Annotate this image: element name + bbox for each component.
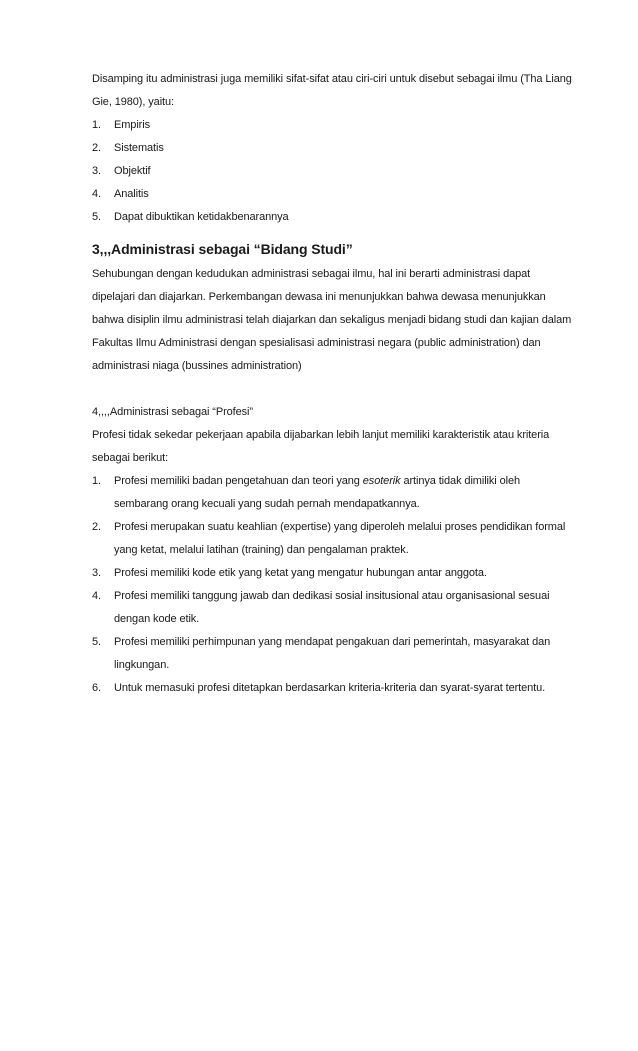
list-item	[92, 677, 572, 700]
list-item-text: Profesi memiliki kode etik yang ketat yang mengatur hubungan antar anggota.	[114, 567, 487, 579]
list-item-number: 4.	[92, 590, 101, 602]
section-4-heading: 4,,,,Administrasi sebagai “Profesi”	[92, 406, 253, 418]
list-item-number: 2.	[92, 521, 101, 533]
list-item	[92, 631, 572, 677]
emphasis-esoterik: esoterik	[362, 475, 401, 487]
list-item	[92, 470, 572, 516]
list-item	[92, 206, 572, 229]
list-item	[92, 183, 572, 206]
list-item	[92, 114, 572, 137]
list-item	[92, 562, 572, 585]
list-item-number: 4.	[92, 188, 101, 200]
list-item-number: 6.	[92, 682, 101, 694]
list-item-number: 3.	[92, 165, 101, 177]
list-item-text-before: Profesi memiliki badan pengetahuan dan teori yang	[114, 475, 363, 487]
list-item-text: Objektif	[114, 165, 151, 177]
profesi-criteria-list	[92, 470, 572, 700]
list-item-text: Dapat dibuktikan ketidakbenarannya	[114, 211, 289, 223]
list-item-number: 2.	[92, 142, 101, 154]
list-item	[92, 160, 572, 183]
intro-paragraph: Disamping itu administrasi juga memiliki sifat-sifat atau ciri-ciri untuk disebut sebagai ilmu (Tha Liang Gie, 1980), yaitu:	[92, 73, 572, 108]
list-item-number: 5.	[92, 636, 101, 648]
list-item-text: Sistematis	[114, 142, 164, 154]
section-3-heading: 3,,,Administrasi sebagai “Bidang Studi”	[92, 241, 353, 257]
document-page	[92, 68, 572, 700]
list-item-text: Profesi merupakan suatu keahlian (expertise) yang diperoleh melalui proses pendidikan formal yang ketat, melalui latihan (training) dan pengalaman praktek.	[114, 521, 566, 556]
list-item-text: Analitis	[114, 188, 149, 200]
list-item-text: Empiris	[114, 119, 150, 131]
list-item-text: Untuk memasuki profesi ditetapkan berdasarkan kriteria-kriteria dan syarat-syarat tertentu.	[114, 682, 546, 694]
list-item	[92, 516, 572, 562]
list-item-text: Profesi memiliki tanggung jawab dan dedikasi sosial insitusional atau organisasional sesuai dengan kode etik.	[114, 590, 550, 625]
list-item-number: 5.	[92, 211, 101, 223]
list-item-number: 3.	[92, 567, 101, 579]
list-item	[92, 137, 572, 160]
list-item-text: Profesi memiliki perhimpunan yang mendapat pengakuan dari pemerintah, masyarakat dan lingkungan.	[114, 636, 551, 671]
list-item-text-after: artinya tidak dimiliki oleh sembarang orang kecuali yang sudah pernah mendapatkannya.	[114, 475, 520, 510]
section-4-intro: Profesi tidak sekedar pekerjaan apabila dijabarkan lebih lanjut memiliki karakteristik atau kriteria sebagai berikut:	[92, 429, 550, 464]
list-item	[92, 585, 572, 631]
list-item-number: 1.	[92, 119, 101, 131]
ilmu-criteria-list	[92, 114, 572, 229]
list-item-number: 1.	[92, 475, 101, 487]
section-3-paragraph: Sehubungan dengan kedudukan administrasi sebagai ilmu, hal ini berarti administrasi dapat dipelajari dan diajarkan. Perkembangan dewasa ini menunjukkan bahwa dewasa menunjukkan bahwa disiplin ilmu administrasi telah diajarkan dan sekaligus menjadi bidang studi dan kajian dalam Fakultas Ilmu Administrasi dengan spesialisasi administrasi negara (public administration) dan administrasi niaga (bussines administration)	[92, 268, 572, 372]
